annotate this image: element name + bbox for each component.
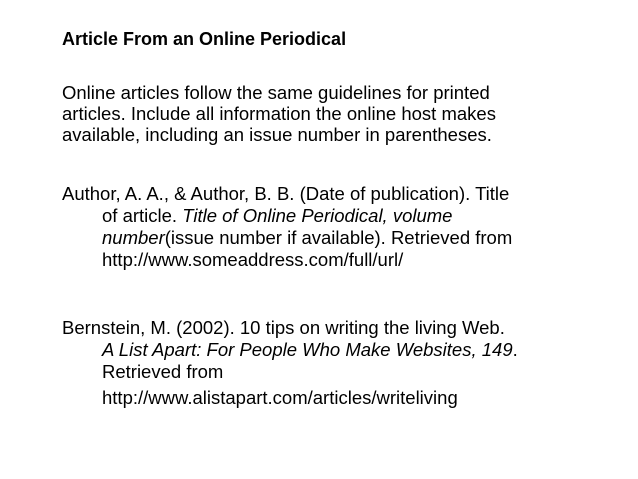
template-line-3 [62, 227, 632, 249]
example-url: http://www.alistapart.com/articles/writeliving [102, 387, 458, 408]
example-period: . [512, 339, 518, 360]
example-line-1: Bernstein, M. (2002). 10 tips on writing the living Web. [62, 317, 505, 338]
reference-template [62, 183, 632, 271]
example-line-2 [62, 339, 632, 361]
template-line-2 [62, 205, 632, 227]
intro-line: available, including an issue number in parentheses. [62, 124, 492, 145]
template-line-1: Author, A. A., & Author, B. B. (Date of publication). Title [62, 183, 510, 204]
template-article-title: of article. [102, 205, 183, 226]
slide-heading: Article From an Online Periodical [62, 29, 347, 49]
intro-line: Online articles follow the same guidelines for printed [62, 82, 490, 103]
intro-paragraph [62, 82, 622, 145]
example-periodical-title: A List Apart: For People Who Make Websites, 149 [102, 339, 513, 360]
template-retrieval-text: (issue number if available). Retrieved from [164, 227, 513, 248]
intro-line: articles. Include all information the online host makes [62, 103, 496, 124]
example-line-3: Retrieved from [102, 361, 224, 382]
template-url: http://www.someaddress.com/full/url/ [102, 249, 404, 270]
template-volume-number: number [102, 227, 165, 248]
template-periodical-title: Title of Online Periodical, volume [182, 205, 453, 226]
reference-example [62, 317, 632, 409]
